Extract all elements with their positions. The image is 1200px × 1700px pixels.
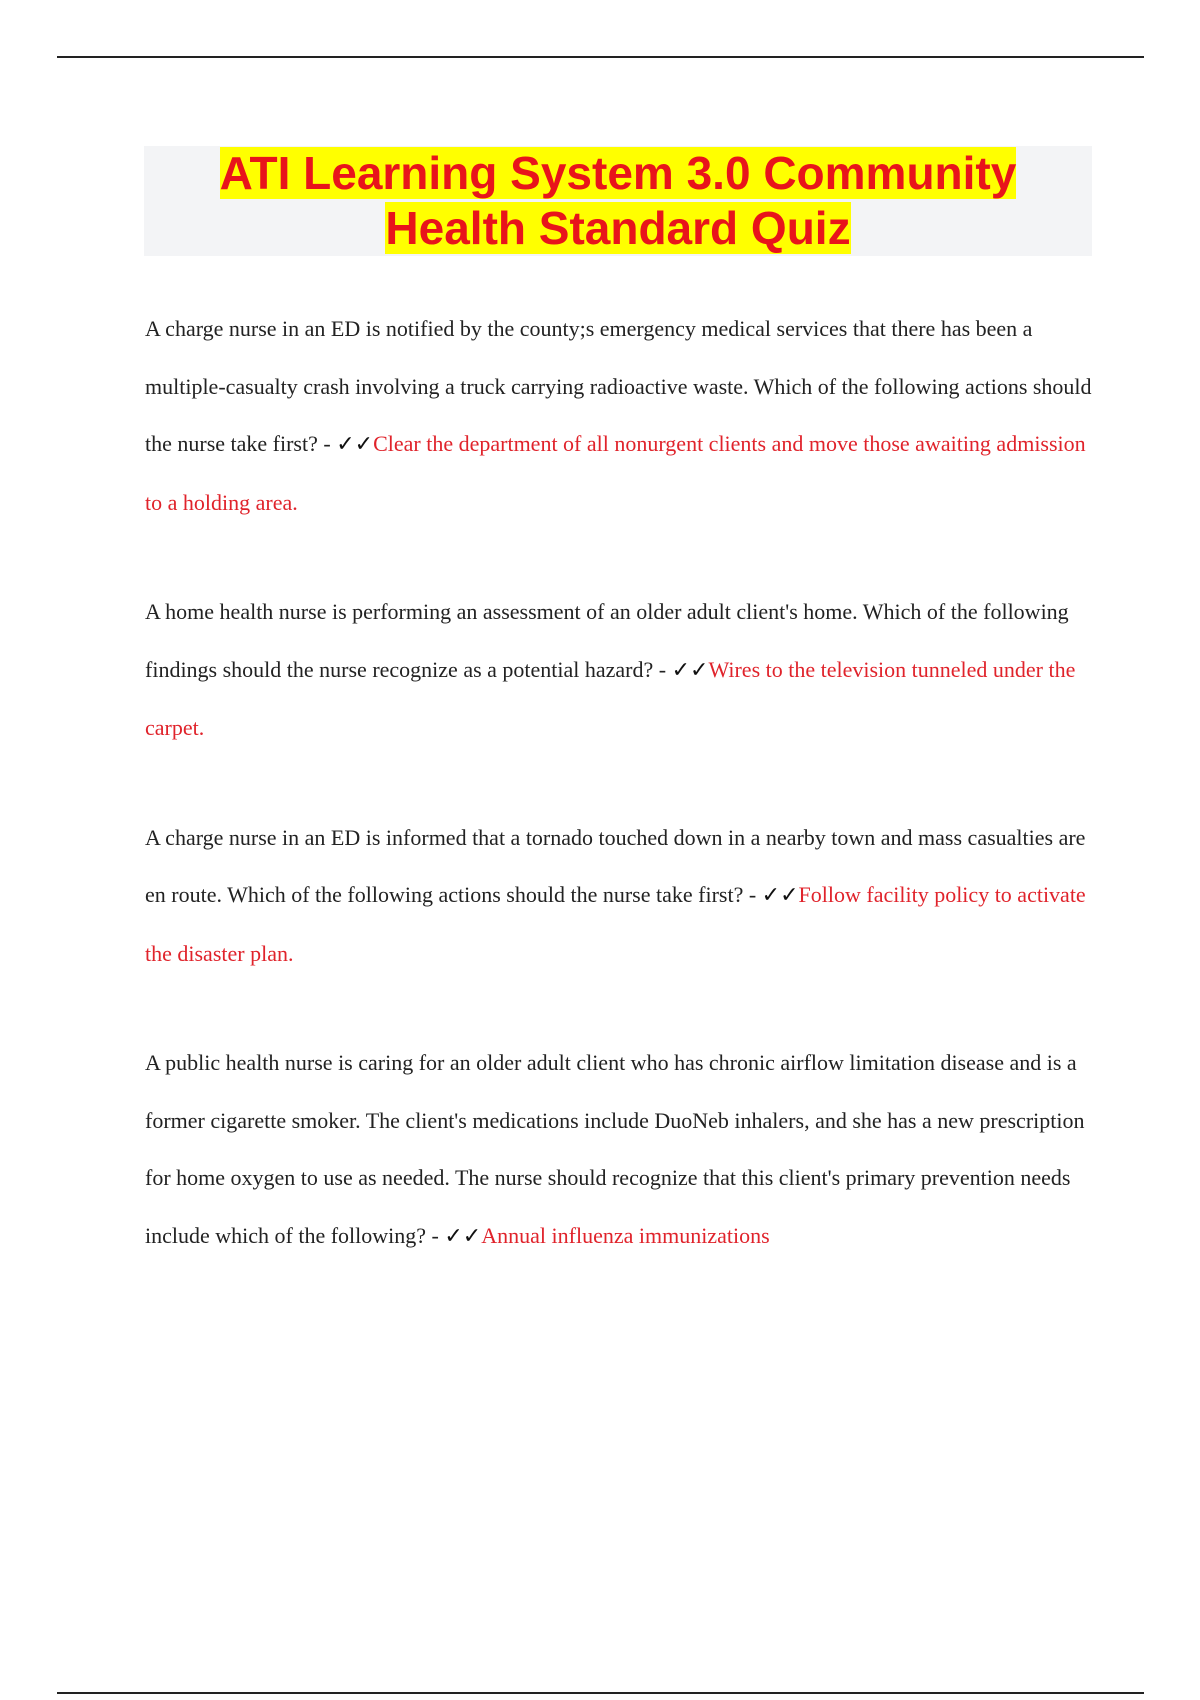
double-check-icon: ✓✓ — [444, 1223, 482, 1249]
question-text: A charge nurse in an ED is informed that a tornado touched down in a nearby town and mass casualties are en route. Which of the following actions should the nurse take first? — [145, 824, 1086, 907]
double-check-icon: ✓✓ — [761, 883, 799, 908]
qa-item-3 — [145, 809, 1095, 983]
document-title: ATI Learning System 3.0 Community Health Standard Quiz — [219, 147, 1017, 254]
qa-item-2 — [145, 583, 1095, 757]
question-text: A charge nurse in an ED is notified by the county;s emergency medical services that there has been a multiple-casualty crash involving a truck carrying radioactive waste. Which of the following actions should the nurse take first? — [145, 316, 1092, 456]
question-text: A home health nurse is performing an assessment of an older adult client's home. Which of the following findings should the nurse recognize as a potential hazard? — [145, 599, 1069, 682]
qa-item-1 — [145, 300, 1095, 531]
qa-list — [145, 300, 1095, 1317]
separator: - — [743, 882, 762, 907]
separator: - — [317, 431, 337, 456]
qa-item-4 — [145, 1034, 1095, 1265]
footer-rule — [57, 1692, 1144, 1694]
title-box — [144, 146, 1092, 256]
header-rule — [57, 56, 1144, 58]
double-check-icon: ✓✓ — [336, 432, 374, 457]
double-check-icon: ✓✓ — [671, 657, 709, 683]
separator: - — [653, 656, 672, 682]
separator: - — [426, 1222, 445, 1248]
answer-text: Wires to the television tunneled under the carpet. — [145, 656, 1076, 740]
question-text: A public health nurse is caring for an older adult client who has chronic airflow limitation disease and is a former cigarette smoker. The client's medications include DuoNeb inhalers, and she has a new prescription for home oxygen to use as needed. The nurse should recognize that this client's primary prevention needs include which of the following? — [145, 1050, 1085, 1248]
answer-text: Clear the department of all nonurgent clients and move those awaiting admission to a holding area. — [145, 431, 1086, 515]
answer-text: Follow facility policy to activate the disaster plan. — [145, 882, 1086, 966]
answer-text: Annual influenza immunizations — [481, 1222, 770, 1248]
